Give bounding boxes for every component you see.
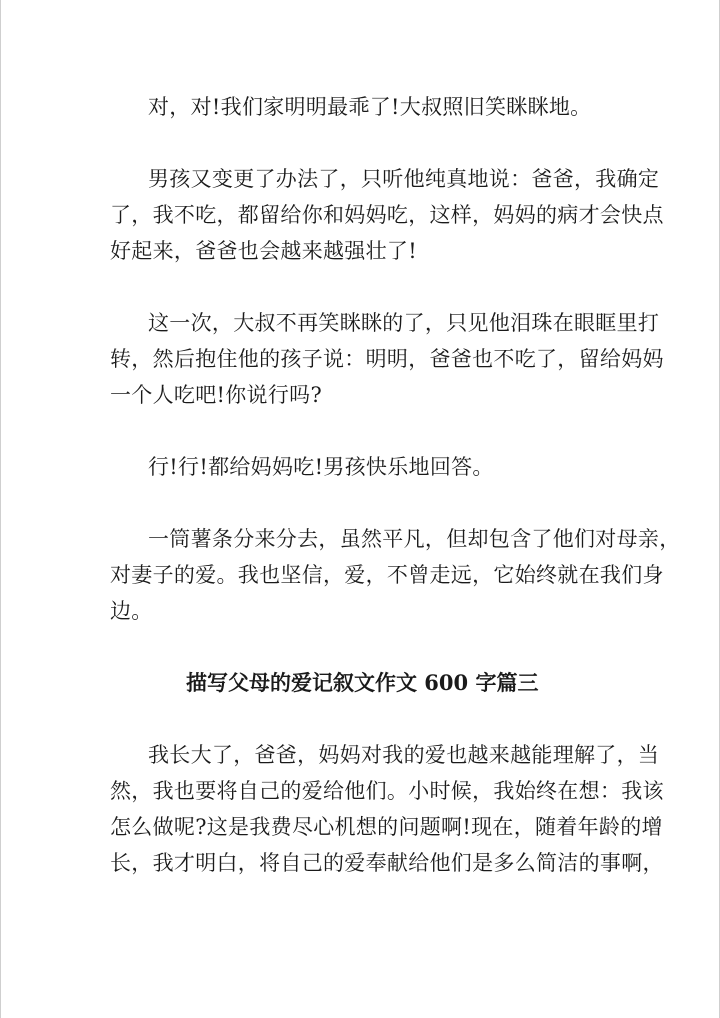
paragraph-line: 边。: [110, 599, 153, 623]
paragraph-gap: [110, 125, 615, 161]
paragraph-3: [110, 305, 664, 413]
paragraph-line: 行!行!都给妈妈吃!男孩快乐地回答。: [148, 455, 494, 479]
paragraph-line: 一筒薯条分来分去，虽然平凡，但却包含了他们对母亲，: [148, 527, 681, 551]
paragraph-line: 对妻子的爱。我也坚信，爱，不曾走远，它始终就在我们身: [110, 563, 664, 587]
paragraph-6: [110, 737, 664, 881]
paragraph-line: 然，我也要将自己的爱给他们。小时候，我始终在想：我该: [110, 779, 664, 803]
paragraph-4: [110, 449, 615, 485]
paragraph-2: [110, 161, 664, 269]
paragraph-gap: [110, 269, 615, 305]
paragraph-line: 长，我才明白，将自己的爱奉献给他们是多么简洁的事啊，: [110, 851, 664, 875]
paragraph-5: [110, 521, 681, 629]
paragraph-line: 好起来，爸爸也会越来越强壮了!: [110, 239, 417, 263]
paragraph-line: 转，然后抱住他的孩子说：明明，爸爸也不吃了，留给妈妈: [110, 347, 664, 371]
section-heading: 描写父母的爱记叙文作文 600 字篇三: [186, 670, 539, 695]
paragraph-gap: [110, 629, 615, 665]
paragraph-1: [110, 89, 615, 125]
document-body: [110, 89, 681, 881]
paragraph-line: 对，对!我们家明明最乖了!大叔照旧笑眯眯地。: [148, 95, 592, 119]
paragraph-line: 一个人吃吧!你说行吗?: [110, 383, 322, 407]
paragraph-line: 男孩又变更了办法了，只听他纯真地说：爸爸，我确定: [148, 167, 660, 191]
paragraph-gap: [110, 701, 615, 737]
paragraph-line: 怎么做呢?这是我费尽心机想的问题啊!现在，随着年龄的增: [110, 815, 663, 839]
paragraph-gap: [110, 485, 615, 521]
paragraph-line: 这一次，大叔不再笑眯眯的了，只见他泪珠在眼眶里打: [148, 311, 660, 335]
page-left-edge: [0, 0, 1, 1018]
paragraph-line: 了，我不吃，都留给你和妈妈吃，这样，妈妈的病才会快点: [110, 203, 664, 227]
paragraph-gap: [110, 413, 615, 449]
paragraph-line: 我长大了，爸爸，妈妈对我的爱也越来越能理解了，当: [148, 743, 660, 767]
